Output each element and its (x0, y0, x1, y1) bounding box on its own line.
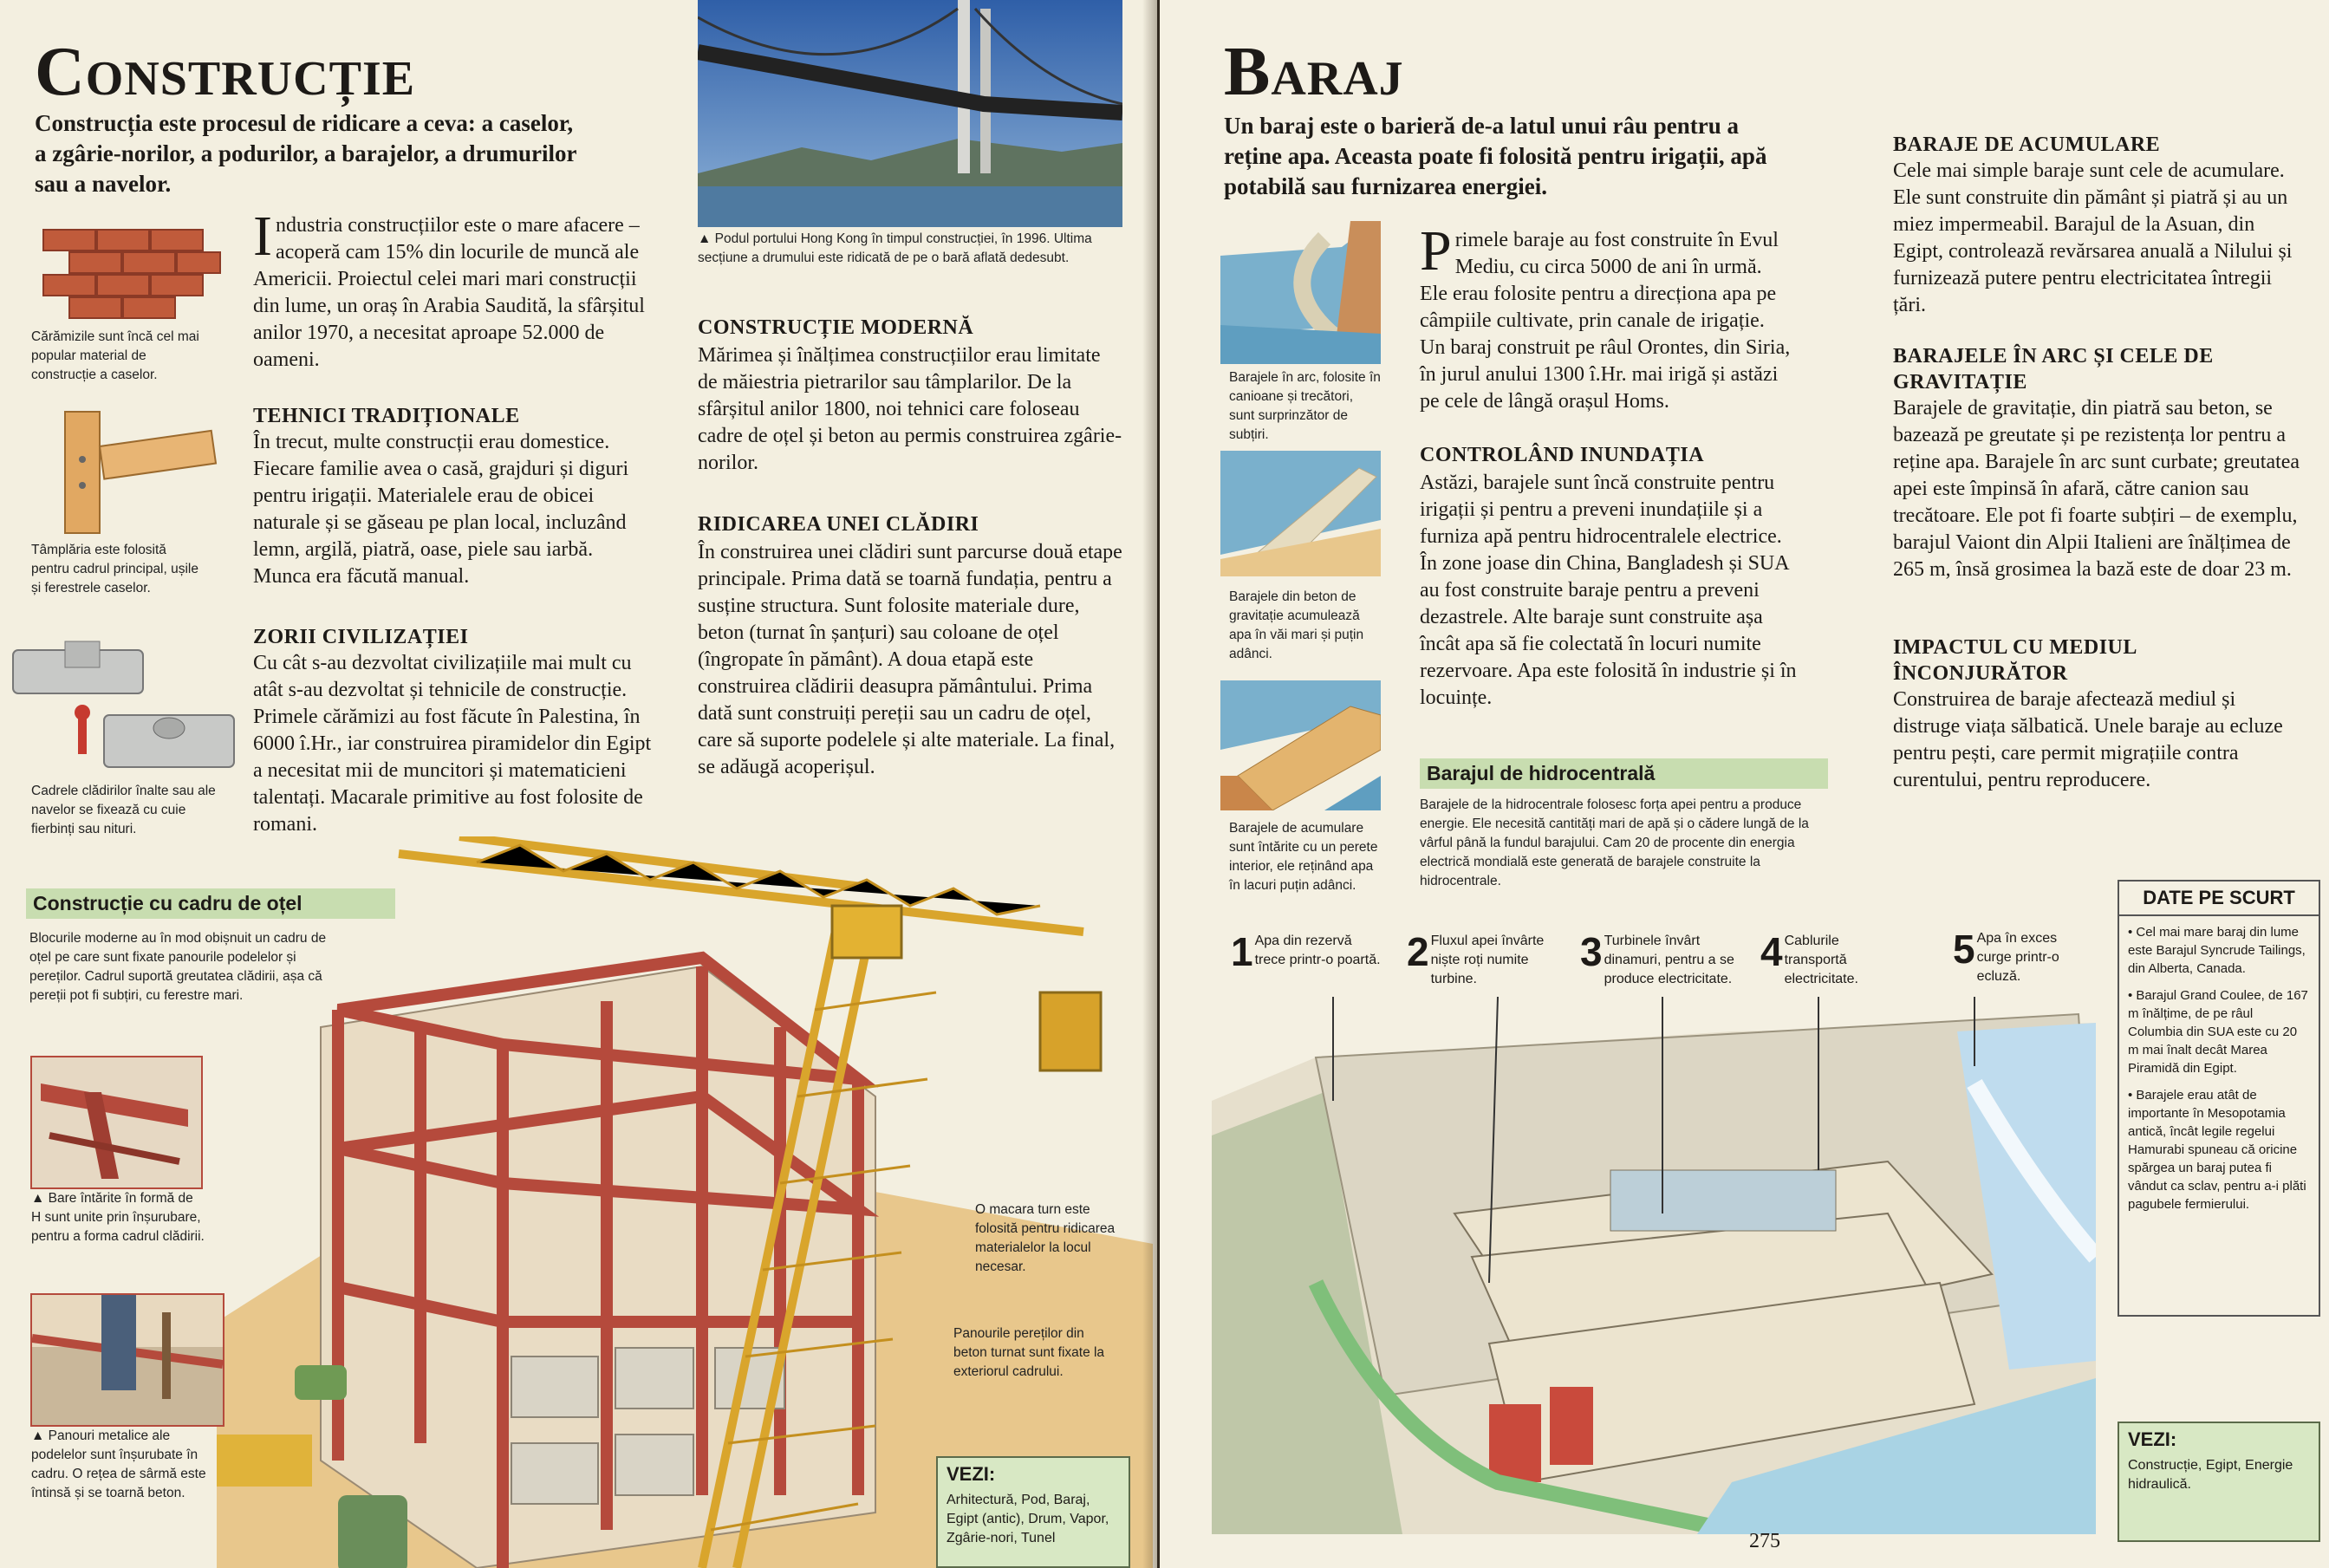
embankment-dam-illustration (1220, 680, 1381, 810)
beams-inset (30, 1056, 203, 1189)
section-heading-embankment: BARAJE DE ACUMULARE (1893, 133, 2161, 156)
fact-item: • Cel mai mare baraj din lume este Barajul Syncrude Tailings, din Alberta, Canada. (2128, 925, 2306, 976)
hydro-step-4: 4 Cablurile transportă electricitate. (1760, 929, 1858, 986)
dropcap: P (1420, 219, 1452, 283)
section-heading-arch-gravity: BARAJELE ÎN ARC ȘI CELE DE GRAVITAȚIE (1893, 345, 2214, 394)
crane-caption: O macara turn este folosită pentru ridicarea materialelor la locul necesar. (975, 1202, 1116, 1274)
intro-paragraph: Construcția este procesul de ridicare a ceva: a caselor, a zgârie-norilor, a podurilor, a barajelor, a drumurilor sau a navelor. (35, 110, 576, 197)
walls-caption: Panourile pereților din beton turnat sunt fixate la exteriorul cadrului. (953, 1326, 1105, 1379)
rivets-illustration (9, 633, 238, 780)
hydro-step-1: 1 Apa din rezervă trece printr-o poartă. (1231, 929, 1381, 974)
see-also-box-left (936, 1456, 1130, 1568)
section-text-flood: Astăzi, barajele sunt încă construite pentru irigații și pentru a preveni inundațiile și a furniza apă pentru hidrocentralele electrice. În zone joase din China, Bangladesh și SUA au fost construite baraje pentru a preveni dezastrele. Alte baraje sunt construite așa încât apa să fie colectată în locuri numite rezervoare. Apa este folosită în industrie și în locuințe. (1420, 472, 1797, 709)
see-also-box-right (2118, 1422, 2320, 1542)
panels-inset (30, 1293, 224, 1427)
steel-frame-text: Blocurile moderne au în mod obișnuit un cadru de oțel pe care sunt fixate panourile podelelor și pereților. Cadrul suportă greutatea clădirii, așa că pereții pot fi subțiri, cu ferestre mari. (29, 931, 327, 1003)
see-also-links: Arhitectură, Pod, Baraj, Egipt (antic), Drum, Vapor, Zgârie-nori, Tunel (947, 1493, 1109, 1545)
see-also-label: VEZI: (2128, 1428, 2177, 1450)
arch-dam-caption: Barajele în arc, folosite în canioane și trecători, sunt surprinzător de subțiri. (1229, 370, 1381, 442)
section-heading-flood: CONTROLÂND INUNDAȚIA (1420, 444, 1705, 466)
see-also-label: VEZI: (947, 1463, 996, 1485)
fact-item: • Barajul Grand Coulee, de 167 m înălțime, de pe râul Columbia din SUA este cu 20 m mai înalt decât Marea Piramidă din Egipt. (2128, 988, 2308, 1076)
hydro-step-5: 5 Apa în exces curge printr-o ecluză. (1953, 927, 2059, 984)
timber-caption: Tâmplăria este folosită pentru cadrul principal, ușile și ferestrele caselor. (31, 543, 198, 595)
hydro-heading: Barajul de hidrocentrală (1420, 758, 1828, 789)
page-number: 275 (1749, 1530, 1780, 1552)
hydro-text: Barajele de la hidrocentrale folosesc forța apei pentru a produce energie. Ele necesită cantități mari de apă și o cădere lungă de la vârful până la fundul barajului. Cam 20 de procente din energia electrică mondială este generată de barajele construite la hidrocentrale. (1420, 797, 1809, 888)
dropcap: I (253, 205, 272, 268)
steel-frame-heading: Construcție cu cadru de oțel (26, 888, 395, 919)
section-heading-modern: CONSTRUCȚIE MODERNĂ (698, 316, 974, 339)
section-text-embankment: Cele mai simple baraje sunt cele de acumulare. Ele sunt construite din pământ și piatră și au un miez impermeabil. Barajul de la Asuan, din Egipt, controlează revărsarea anuală a Nilului și furnizează putere pentru electricitatea întregii țări. (1893, 159, 2293, 316)
facts-box (2118, 880, 2320, 1317)
gravity-dam-caption: Barajele din beton de gravitație acumulează apa în văi mari și puțin adânci. (1229, 589, 1364, 661)
rivets-caption: Cadrele clădirilor înalte sau ale navelor se fixează cu cuie fierbinți sau nituri. (31, 784, 216, 836)
section-text-raising: În construirea unei clădiri sunt parcurse două etape principale. Prima dată se toarnă fundația, pentru a susține structura. Sunt folosite materiale dure, beton (turnat în șanțuri) sau coloane de oțel (îngropate în pământ). A doua etapă este construirea clădirii deasupra pământului. Prima dată sunt construiți pereții sau un cadru de oțel, care să suporte podelele și alte materiale. La final, se adăugă acoperișul. (698, 541, 1122, 778)
opening-paragraph: Industria construcțiilor este o mare afacere – acoperă cam 15% din locurile de muncă ale Americii. Proiectul celei mari mari construcții din lume, un oraș în Arabia Saudită, la sfârșitul anilor 1970, a necesitat aproape 52.000 de oameni. (253, 205, 645, 371)
bridge-photo (698, 0, 1122, 227)
section-text-traditional: În trecut, multe construcții erau domestice. Fiecare familie avea o casă, grajduri și diguri pentru irigații. Materialele erau de obicei naturale și se găseau pe plan local, incluzând lemn, argilă, piatră, oase, piele sau iarbă. Munca era făcută manual. (253, 431, 629, 588)
section-text-modern: Mărimea și înălțimea construcțiilor erau limitate de măiestria pietrarilor sau tâmplarilor. De la sfârșitul anilor 1800, noi tehnici care foloseau cadre de oțel și beton au permis construirea zgârie-norilor. (698, 344, 1122, 474)
section-text-civilization: Cu cât s-au dezvoltat civilizațiile mai mult cu atât s-au dezvoltat și tehnicile de construcție. Primele cărămizi au fost făcute în Palestina, în 6000 î.Hr., iar construirea piramidelor din Egipt a necesitat mii de muncitori și matematicieni talentați. Macarale primitive au fost folosite de romani. (253, 652, 652, 836)
page-title: Construcție (35, 34, 416, 110)
section-heading-environment: IMPACTUL CU MEDIUL ÎNCONJURĂTOR (1893, 636, 2137, 685)
bricks-caption: Cărămizile sunt încă cel mai popular material de construcție a caselor. (31, 329, 199, 382)
see-also-links: Construcție, Egipt, Energie hidraulică. (2128, 1458, 2293, 1492)
section-text-arch-gravity: Barajele de gravitație, din piatră sau beton, se bazează pe greutate și pe rezistența lor pentru a reține apa. Barajele în arc sunt curbate; greutatea apei este împinsă în afară, către canion sau trecătoare. Ele pot fi foarte subțiri – de exemplu, barajul Vaiont din Alpii Italieni are înălțimea de 265 m, însă grosimea la bază este de doar 23 m. (1893, 397, 2300, 581)
panels-caption: ▲ Panouri metalice ale podelelor sunt înșurubate în cadru. O rețea de sârmă este întinsă și se toarnă beton. (31, 1428, 206, 1500)
section-heading-raising: RIDICAREA UNEI CLĂDIRI (698, 513, 979, 536)
arch-dam-illustration (1220, 221, 1381, 364)
fact-item: • Barajele erau atât de importante în Mesopotamia antică, încât legile regelui Hamurabi spuneau că oricine spărgea un baraj putea fi vândut ca sclav, pentru a-i plăti pagubele fermierului. (2128, 1088, 2306, 1212)
hydro-dam-illustration (1212, 997, 2096, 1534)
left-page (0, 0, 1157, 1568)
section-heading-traditional: TEHNICI TRADIȚIONALE (253, 405, 520, 427)
facts-label: DATE PE SCURT (2119, 882, 2319, 916)
beams-caption: ▲ Bare întărite în formă de H sunt unite prin înșurubare, pentru a forma cadrul clădirii. (31, 1191, 205, 1244)
opening-paragraph: Primele baraje au fost construite în Evul Mediu, cu circa 5000 de ani în urmă. Ele erau folosite pentru a direcționa apa pe câmpiile cultivate, prin canale de irigație. Un baraj construit pe râul Orontes, din Siria, în jurul anului 1300 î.Hr. mai irigă și astăzi pe cele de lângă orașul Homs. (1420, 219, 1791, 413)
timber-illustration (48, 407, 221, 537)
hydro-step-3: 3 Turbinele învârt dinamuri, pentru a se produce electricitate. (1580, 929, 1734, 986)
intro-paragraph: Un baraj este o barieră de-a latul unui râu pentru a reține apa. Aceasta poate fi folosită pentru irigații, apă potabilă sau furnizarea energiei. (1224, 113, 1767, 199)
right-page (1160, 0, 2329, 1568)
embankment-dam-caption: Barajele de acumulare sunt întărite cu un perete interior, ele reținând apa în lacuri puțin adânci. (1229, 821, 1378, 893)
hydro-step-2: 2 Fluxul apei învârte niște roți numite turbine. (1407, 929, 1545, 986)
section-heading-civilization: ZORII CIVILIZAȚIEI (253, 626, 469, 648)
bridge-caption: ▲ Podul portului Hong Kong în timpul construcției, în 1996. Ultima secțiune a drumului este ridicată de pe o bară aflată dedesubt. (698, 231, 1092, 265)
section-text-environment: Construirea de baraje afectează mediul și distruge viața sălbatică. Unele baraje au ecluze pentru pești, care permit migrațiile contra curentului, pentru reproducere. (1893, 688, 2283, 791)
bricks-illustration (35, 221, 230, 325)
gravity-dam-illustration (1220, 451, 1381, 576)
page-title: Baraj (1224, 34, 1404, 110)
